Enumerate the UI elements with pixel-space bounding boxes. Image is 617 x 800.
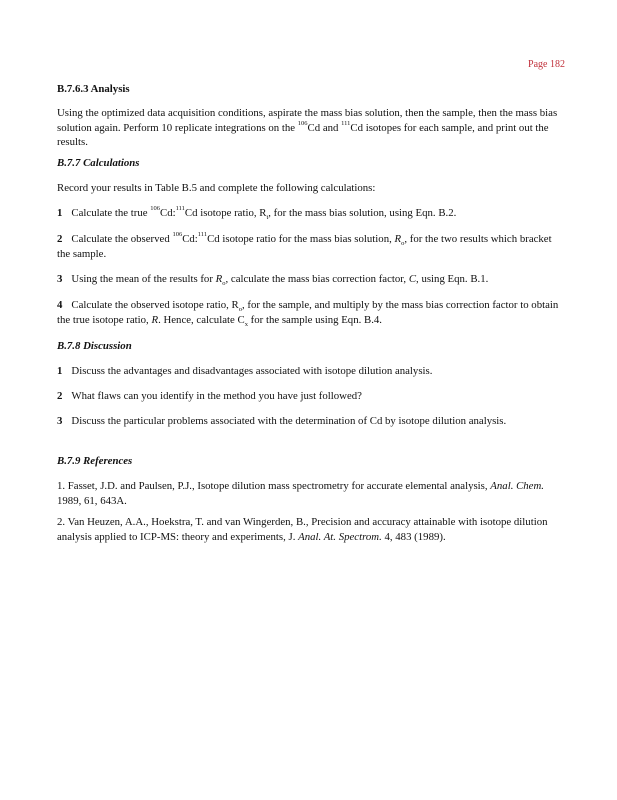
discussion-item-3: 3 Discuss the particular problems associated with the determination of Cd by isotope dilution analysis. [57,415,507,427]
page-number: Page 182 [528,59,565,70]
calculation-step-3: 3 Using the mean of the results for $R_o$, calculate the mass bias correction factor, C, using Eqn. B.1. [57,273,489,288]
discussion-item-1: 1 Discuss the advantages and disadvantages associated with isotope dilution analysis. [57,365,433,377]
analysis-heading: B.7.6.3 Analysis [57,83,130,95]
analysis-paragraph: Using the optimized data acquisition conditions, aspirate the mass bias solution, then the sample, then the mass bias solution again. Perform 10 replicate integrations on the $^{106}$Cd and $^{111}$Cd isotopes for each sample, and print out the results. [57,107,558,149]
references-heading: B.7.9 References [57,455,133,467]
calculation-step-4: 4 Calculate the observed isotope ratio, $R_o$, for the sample, and multiply by the mass bias correction factor to obtain the true isotope ratio, R. Hence, calculate $C_x$ for the sample using Eqn. B.4. [57,299,559,328]
calculations-heading: B.7.7 Calculations [57,157,140,169]
reference-item-2: 2. Van Heuzen, A.A., Hoekstra, T. and van Wingerden, B., Precision and accuracy attainable with isotope dilution analysis applied to ICP-MS: theory and experiments, J. Anal. At. Spectrom. 4, 483 (1989). [57,516,548,543]
calculation-step-2: 2 Calculate the observed $^{106}$Cd:$^{111}$Cd isotope ratio for the mass bias solution, $R_o$, for the two results which bracket the sample. [57,231,552,260]
calculation-step-1: 1 Calculate the true $^{106}$Cd:$^{111}$Cd isotope ratio, $R_t$, for the mass bias solution, using Eqn. B.2. [57,205,457,222]
calculations-intro: Record your results in Table B.5 and complete the following calculations: [57,182,376,194]
reference-item-1: 1. Fasset, J.D. and Paulsen, P.J., Isotope dilution mass spectrometry for accurate elemental analysis, Anal. Chem. 1989, 61, 643A. [57,480,544,507]
discussion-heading: B.7.8 Discussion [57,340,132,352]
discussion-item-2: 2 What flaws can you identify in the method you have just followed? [57,390,362,402]
